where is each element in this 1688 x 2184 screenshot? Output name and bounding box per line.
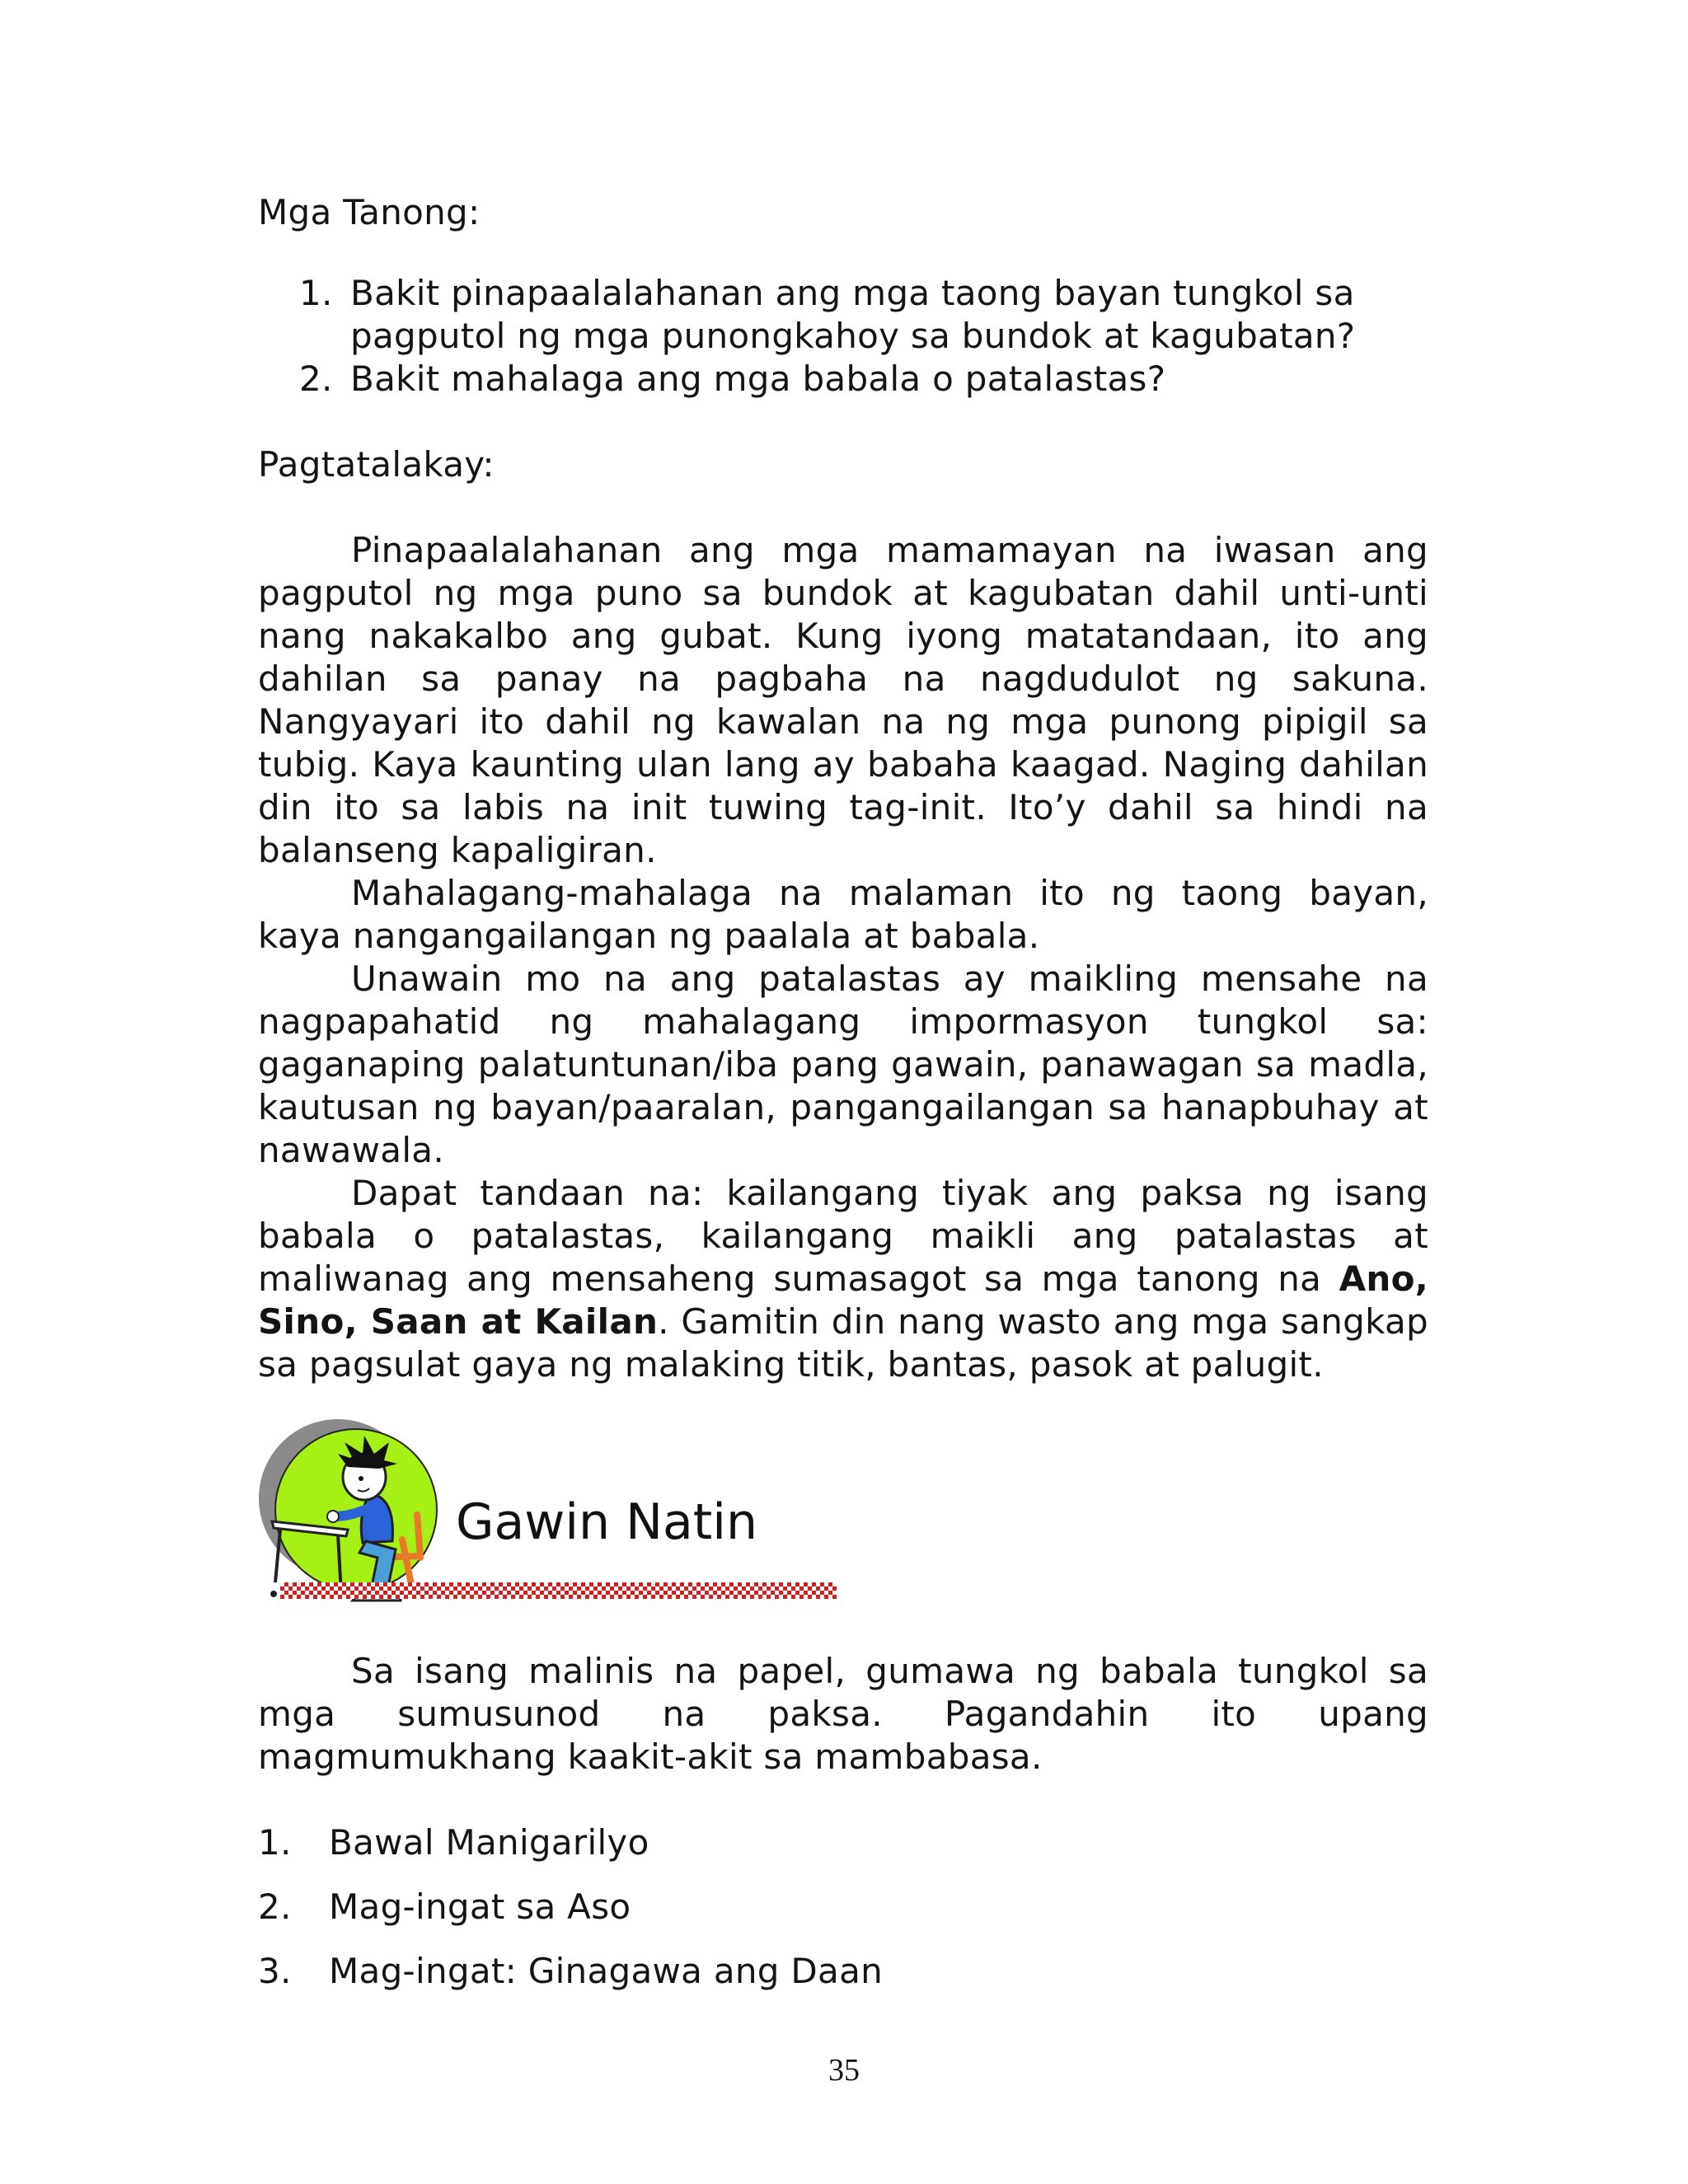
- bold-keywords: Ano, Sino, Saan at Kailan: [258, 1258, 1428, 1342]
- discussion-body: [258, 529, 1428, 1386]
- task-text: Mag-ingat sa Aso: [329, 1886, 631, 1927]
- list-item: [299, 272, 1437, 358]
- list-item: [299, 358, 1437, 401]
- list-number: 3.: [258, 1951, 292, 1991]
- task-text: Bawal Manigarilyo: [329, 1822, 649, 1863]
- paragraph-text: Dapat tandaan na: kailangang tiyak ang paksa ng isang babala o patalastas, kailangang maikli ang patalastas at maliwanag ang mensaheng sumasagot sa mga tanong na: [258, 1173, 1428, 1299]
- list-number: 1.: [258, 1822, 292, 1863]
- questions-list: [299, 272, 1437, 401]
- questions-heading: Mga Tanong:: [258, 192, 481, 232]
- checkered-divider: [280, 1582, 837, 1599]
- discussion-paragraph-3: Unawain mo na ang patalastas ay maikling mensahe na nagpapahatid ng mahalagang impormasyon tungkol sa: gaganaping palatuntunan/iba pang gawain, panawagan sa madla, kautusan ng bayan/paaralan, pangangailangan sa hanapbuhay at nawawala.: [258, 958, 1428, 1170]
- page-number: 35: [828, 2053, 860, 2088]
- list-item: [258, 1886, 1412, 1950]
- list-number: 2.: [299, 359, 333, 399]
- discussion-paragraph-1: Pinapaalalahanan ang mga mamamayan na iwasan ang pagputol ng mga puno sa bundok at kagubatan dahil unti-unti nang nakakalbo ang gubat. Kung iyong matatandaan, ito ang dahilan sa panay na pagbaha na nagdudulot ng sakuna. Nangyayari ito dahil ng kawalan na ng mga punong pipigil sa tubig. Kaya kaunting ulan lang ay babaha kaagad. Naging dahilan din ito sa labis na init tuwing tag-init. Ito’y dahil sa hindi na balanseng kapaligiran.: [258, 530, 1428, 870]
- discussion-heading: Pagtatalakay:: [258, 444, 495, 485]
- question-text: Bakit mahalaga ang mga babala o patalastas?: [350, 359, 1166, 399]
- list-number: 2.: [258, 1886, 292, 1927]
- gawin-natin-section: [256, 1418, 849, 1607]
- discussion-paragraph-2: Mahalagang-mahalaga na malaman ito ng taong bayan, kaya nangangailangan ng paalala at babala.: [258, 873, 1428, 956]
- question-text: Bakit pinapaalalahanan ang mga taong bayan tungkol sa pagputol ng mga punongkahoy sa bundok at kagubatan?: [350, 273, 1356, 356]
- activity-instruction: Sa isang malinis na papel, gumawa ng babala tungkol sa mga sumusunod na paksa. Pagandahin ito upang magmumukhang kaakit-akit sa mambabasa.: [258, 1651, 1428, 1777]
- list-item: [258, 1950, 1412, 2014]
- paragraph-text: . Gamitin din nang wasto ang mga sangkap sa pagsulat gaya ng malaking titik, bantas, pasok at palugit.: [258, 1301, 1428, 1385]
- list-item: [258, 1821, 1412, 1886]
- discussion-paragraph-4: [258, 1172, 1428, 1386]
- student-writing-icon: [256, 1418, 462, 1607]
- task-text: Mag-ingat: Ginagawa ang Daan: [329, 1951, 884, 1991]
- section-title: Gawin Natin: [456, 1493, 757, 1551]
- list-number: 1.: [299, 273, 333, 313]
- activity-list: [258, 1821, 1412, 2014]
